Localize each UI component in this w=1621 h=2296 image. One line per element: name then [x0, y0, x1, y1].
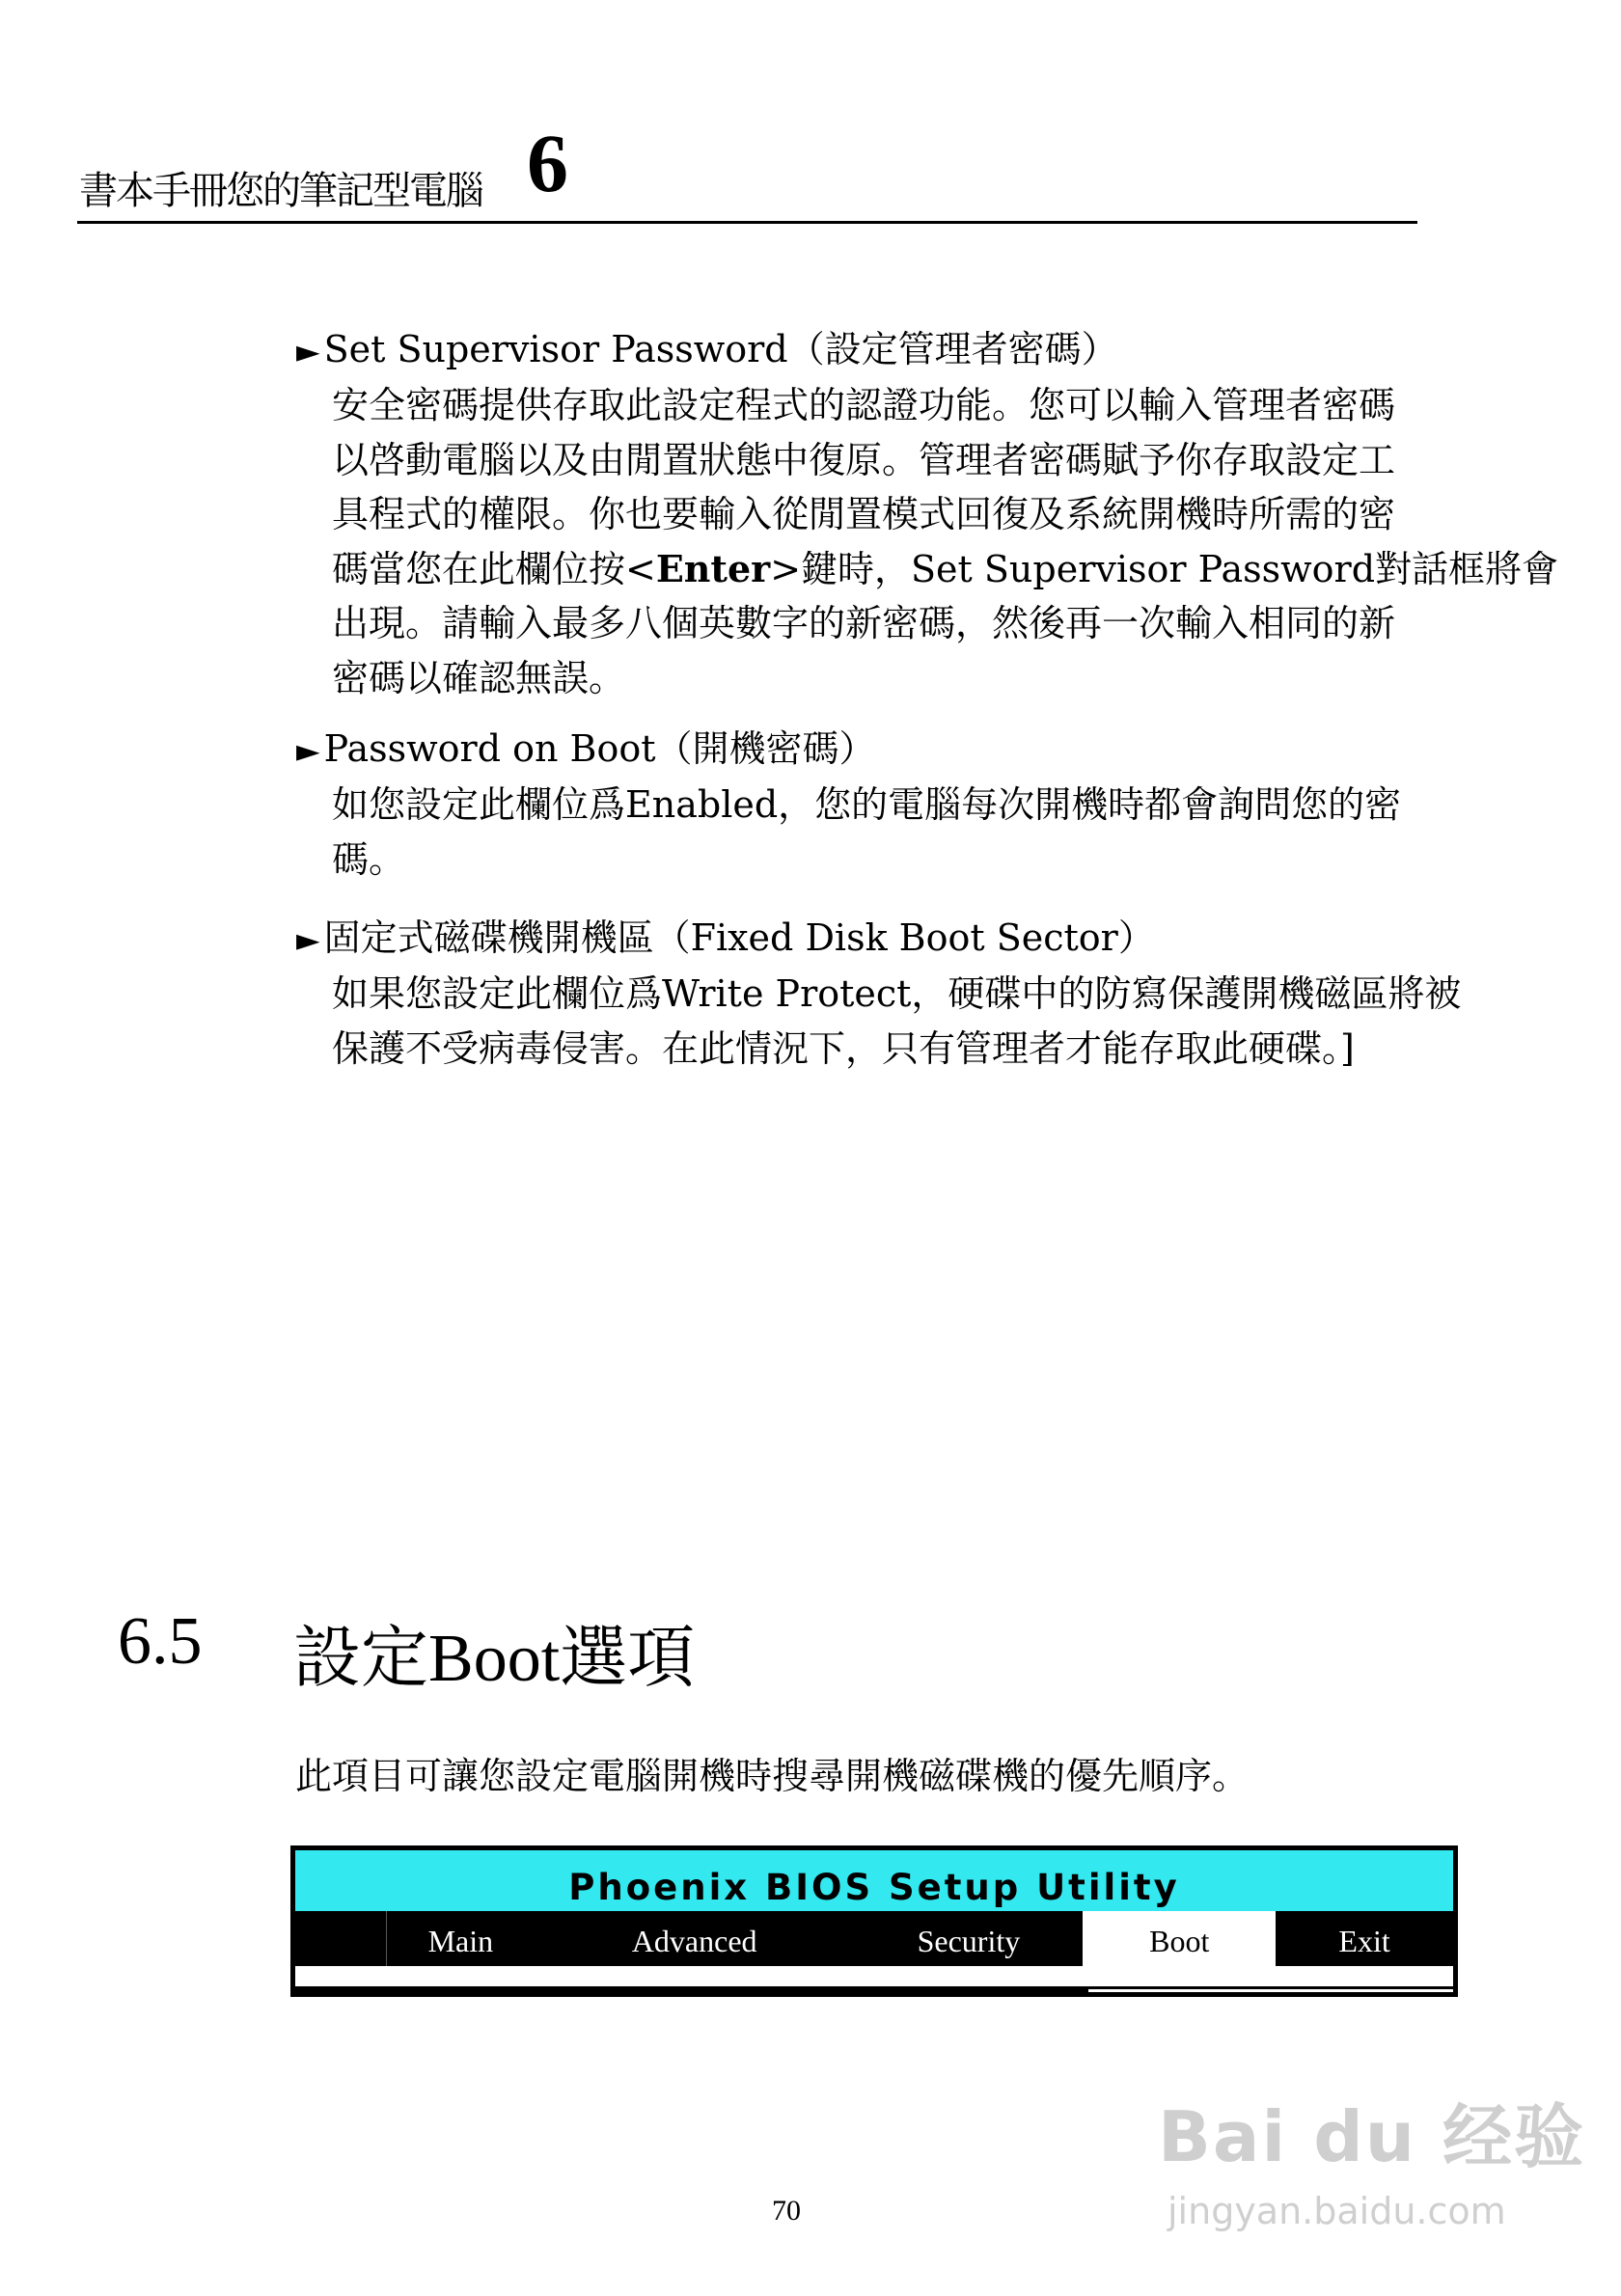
menu-spacer — [295, 1911, 387, 1966]
section-number: 6.5 — [118, 1604, 203, 1679]
menu-item-main[interactable]: Main — [427, 1924, 494, 1958]
menu-item-advanced[interactable]: Advanced — [631, 1924, 757, 1958]
body-line: 安全密碼提供存取此設定程式的認證功能。您可以輸入管理者密碼 — [332, 384, 1396, 426]
section-title: 設定Boot選項 — [293, 1622, 696, 1696]
body-line: 保護不受病毒侵害。在此情況下，只有管理者才能存取此硬碟。] — [332, 1026, 1355, 1070]
chapter-number: 6 — [527, 117, 568, 209]
body-line: 以啓動電腦以及由閒置狀態中復原。管理者密碼賦予你存取設定工 — [332, 438, 1396, 481]
bios-bottom-border — [295, 1986, 1088, 1992]
body-text: 碼當您在此欄位按< — [332, 547, 656, 590]
body-line: 碼。 — [332, 837, 406, 881]
watermark-url: jingyan.baidu.com — [1168, 2190, 1506, 2232]
section-supervisor-password — [296, 322, 1559, 705]
bios-bottom-border-right — [1088, 1986, 1453, 1989]
menu-item-exit[interactable]: Exit — [1338, 1924, 1390, 1958]
section-body — [332, 378, 1559, 705]
section-heading — [296, 911, 1512, 967]
body-line: 如果您設定此欄位爲Write Protect，硬碟中的防寫保護開機磁區將被 — [332, 972, 1462, 1015]
body-line: 如您設定此欄位爲Enabled，您的電腦每次開機時都會詢問您的密 — [332, 783, 1402, 826]
section-fixed-disk-boot-sector — [296, 911, 1512, 1076]
section-body — [332, 967, 1512, 1076]
arrow-bullet-icon: ► — [296, 732, 320, 769]
section-heading — [296, 322, 1512, 378]
heading-text: 固定式磁碟機開機區（Fixed Disk Boot Sector） — [323, 916, 1155, 959]
body-text: >鍵時，Set Supervisor Password對話框將會 — [770, 547, 1559, 590]
arrow-bullet-icon: ► — [296, 333, 320, 369]
bios-title-bar: Phoenix BIOS Setup Utility — [295, 1850, 1453, 1911]
section-intro: 此項目可讓您設定電腦開機時搜尋開機磁碟機的優先順序。 — [295, 1755, 1250, 1797]
section-password-on-boot — [296, 722, 1512, 887]
bios-setup-window — [290, 1845, 1458, 1997]
section-body — [332, 778, 1512, 887]
heading-text: Set Supervisor Password（設定管理者密碼） — [323, 328, 1118, 370]
baidu-watermark — [1139, 2055, 1586, 2248]
menu-item-security[interactable]: Security — [917, 1924, 1021, 1958]
chapter-title: 書本手冊您的筆記型電腦 — [79, 169, 482, 213]
watermark-logo: Bai du 经验 — [1158, 2096, 1586, 2177]
body-line: 具程式的權限。你也要輸入從閒置模式回復及系統開機時所需的密 — [332, 493, 1396, 535]
body-line: 密碼以確認無誤。 — [332, 656, 626, 699]
arrow-bullet-icon: ► — [296, 921, 320, 958]
heading-text: Password on Boot（開機密碼） — [323, 727, 876, 770]
enter-key-text: Enter — [655, 546, 771, 590]
body-line — [332, 542, 1559, 597]
menu-item-boot[interactable]: Boot — [1083, 1911, 1276, 1966]
body-line: 出現。請輸入最多八個英數字的新密碼，然後再一次輸入相同的新 — [332, 602, 1396, 644]
header-rule — [77, 221, 1417, 224]
bios-menu-bar — [295, 1911, 1453, 1966]
page-number: 70 — [772, 2195, 801, 2227]
section-heading — [296, 722, 1512, 778]
